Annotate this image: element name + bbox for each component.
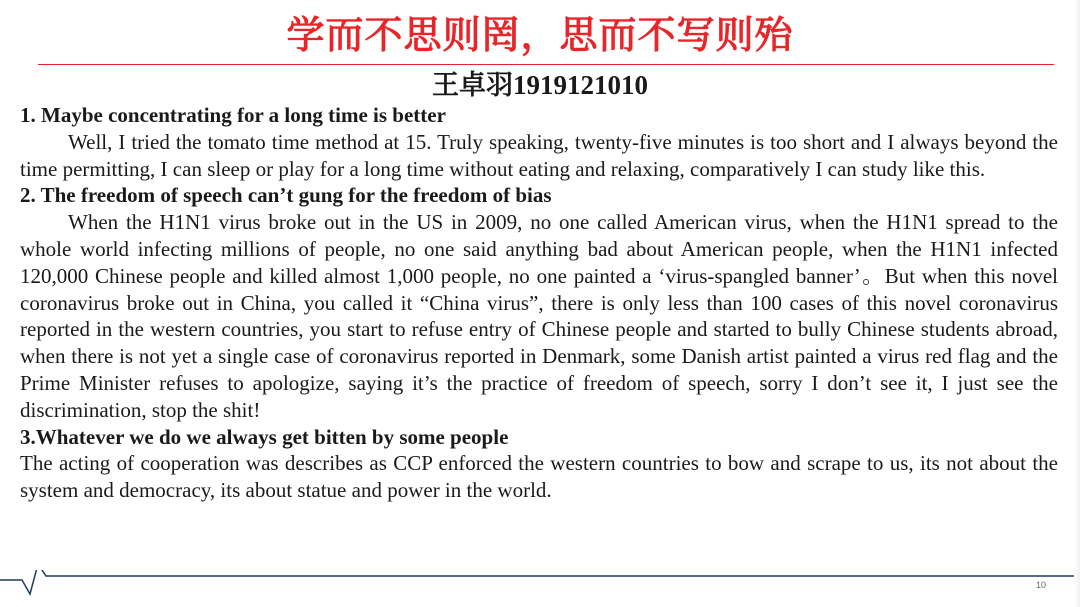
section-1-text: Well, I tried the tomato time method at 15. Truly speaking, twenty-five minutes is too short and I always beyond the time permitting, I can sleep or play for a long time without eating and relaxing, comparatively I can study like this. (20, 129, 1058, 181)
title-divider (38, 64, 1054, 65)
author-line: 王卓羽1919121010 (432, 70, 648, 100)
footer-pulse-line (0, 570, 1080, 600)
slide-title: 学而不思则罔，思而不写则殆 (286, 13, 794, 57)
page-number: 10 (1035, 580, 1046, 590)
section-3-text: The acting of cooperation was describes as CCP enforced the western countries to bow and scrape to us, its not about the system and democracy, its about statue and power in the world. (20, 451, 1058, 503)
section-3-heading: 3.Whatever we do we always get bitten by some people (20, 424, 509, 449)
section-2-text: When the H1N1 virus broke out in the US in 2009, no one called American virus, when the H1N1 spread to the whole world infecting millions of people, no one said anything bad about American people, when the H1N1 infected 120,000 Chinese people and killed almost 1,000 people, no one painted a ‘virus-spangled banner’。But when this novel coronavirus broke out in China, you called it “China virus”, there is only less than 100 cases of this novel coronavirus reported in the western countries, you start to refuse entry of Chinese people and started to bully Chinese students abroad, when there is not yet a single case of coronavirus reported in Denmark, some Danish artist painted a virus red flag and the Prime Minister refuses to apologize, saying it’s the practice of freedom of speech, sorry I don’t see it, I just see the discrimination, stop the shit! (20, 210, 1058, 422)
section-1-heading: 1. Maybe concentrating for a long time is better (20, 103, 446, 127)
right-edge-shadow (1074, 0, 1080, 607)
slide-body (20, 102, 1058, 504)
section-2-heading: 2. The freedom of speech can’t gung for the freedom of bias (20, 183, 552, 208)
